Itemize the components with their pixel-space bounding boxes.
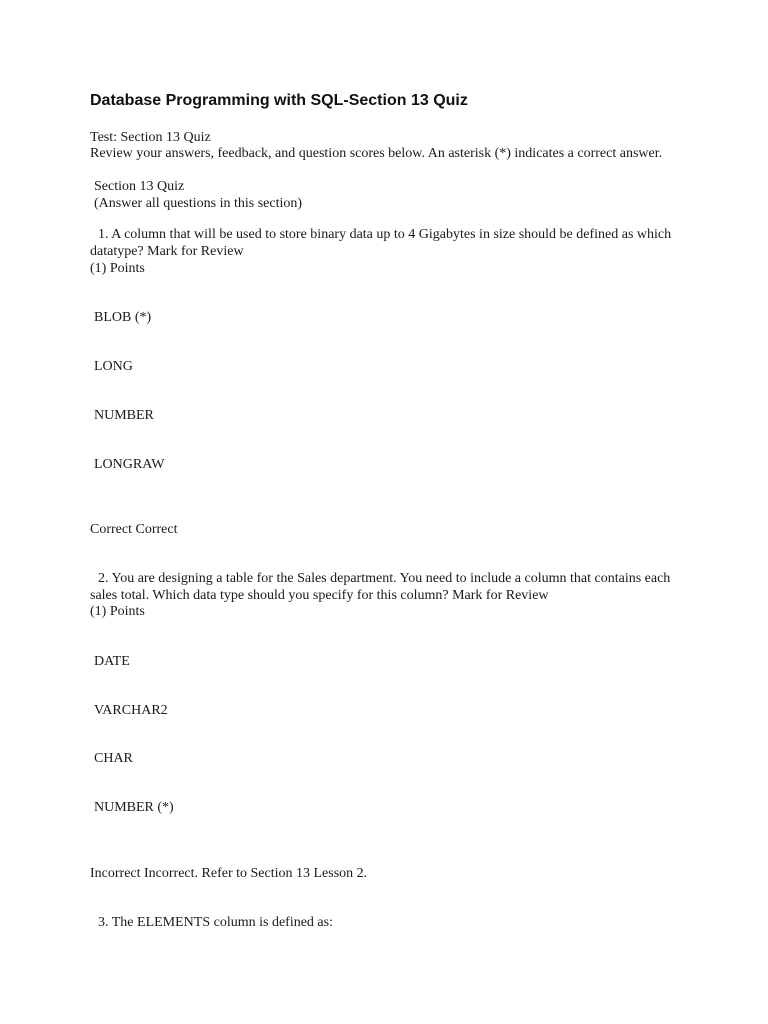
question-1-option: LONG (94, 359, 133, 374)
page-title: Database Programming with SQL-Section 13 Quiz (90, 92, 468, 109)
question-1-feedback: Correct Correct (90, 522, 178, 537)
question-2-points: (1) Points (90, 604, 145, 619)
question-3-text: 3. The ELEMENTS column is defined as: (98, 915, 333, 930)
question-2-text: 2. You are designing a table for the Sales department. You need to include a column that contains each sales total. Which data type should you specify for this column? Mark for Review (90, 571, 671, 603)
question-2-option: CHAR (94, 751, 133, 766)
section-instructions: (Answer all questions in this section) (94, 196, 303, 211)
question-1-option: NUMBER (94, 408, 154, 423)
question-2-option: NUMBER (*) (94, 800, 174, 815)
review-instructions: Review your answers, feedback, and question scores below. An asterisk (*) indicates a correct answer. (90, 146, 663, 161)
question-1-option: BLOB (*) (94, 310, 152, 325)
question-1-points: (1) Points (90, 261, 145, 276)
question-2-feedback: Incorrect Incorrect. Refer to Section 13 Lesson 2. (90, 866, 368, 881)
section-name: Section 13 Quiz (94, 179, 185, 194)
question-1-option: LONGRAW (94, 457, 165, 472)
question-2-option: DATE (94, 654, 130, 669)
test-name: Test: Section 13 Quiz (90, 130, 211, 145)
question-2-option: VARCHAR2 (94, 703, 168, 718)
question-1-text: 1. A column that will be used to store binary data up to 4 Gigabytes in size should be defined as which datatype? Mark for Review (90, 227, 672, 259)
